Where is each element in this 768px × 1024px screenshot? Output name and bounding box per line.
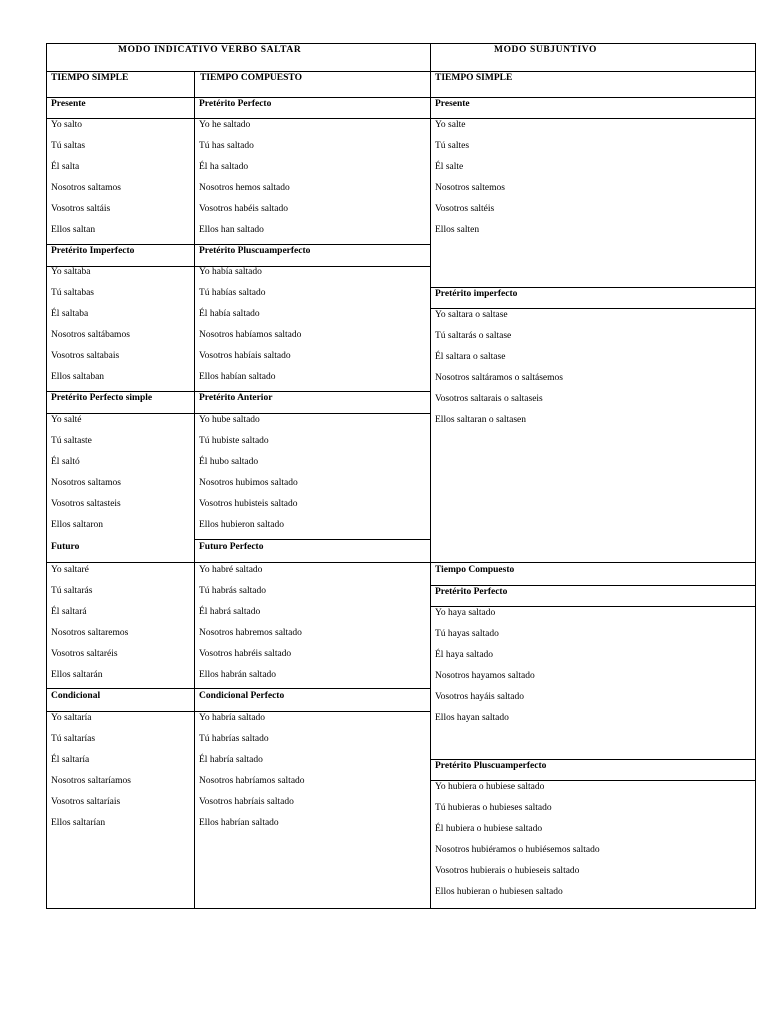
rule-ind-futuro-top: [194, 539, 430, 540]
tense-title-preterito-perfecto-simple: Pretérito Perfecto simple: [51, 393, 153, 403]
header-tiempo-simple-indicativo: TIEMPO SIMPLE: [51, 73, 129, 83]
section-title-sub-tiempo-compuesto: Tiempo Compuesto: [435, 565, 515, 575]
conjugation-line: Tú saltas: [51, 141, 86, 151]
tense-title-futuro-perfecto: Futuro Perfecto: [199, 542, 264, 552]
conjugation-line: Vosotros saltasteis: [51, 499, 121, 509]
tense-title-condicional: Condicional: [51, 691, 101, 701]
conjugation-line: Yo saltara o saltase: [435, 310, 508, 320]
conjugation-line: Tú saltarás o saltase: [435, 331, 512, 341]
conjugation-line: Él saltara o saltase: [435, 352, 506, 362]
conjugation-line: Yo hubiera o hubiese saltado: [435, 782, 545, 792]
conjugation-line: Nosotros hubiéramos o hubiésemos saltado: [435, 845, 600, 855]
rule-ind-condicional-top: [46, 688, 430, 689]
conjugation-line: Yo haya saltado: [435, 608, 496, 618]
conjugation-line: Tú saltaste: [51, 436, 92, 446]
rule-under-presente: [46, 118, 756, 119]
conjugation-line: Él saltaba: [51, 309, 89, 319]
header-tiempo-compuesto-indicativo: TIEMPO COMPUESTO: [200, 73, 302, 83]
conjugation-line: Tú hayas saltado: [435, 629, 499, 639]
conjugation-line: Vosotros hubisteis saltado: [199, 499, 298, 509]
conjugation-line: Ellos han saltado: [199, 225, 264, 235]
conjugation-line: Vosotros saltáis: [51, 204, 111, 214]
tense-title-condicional-perfecto: Condicional Perfecto: [199, 691, 285, 701]
tense-title-sub-preterito-perfecto: Pretérito Perfecto: [435, 587, 508, 597]
conjugation-line: Ellos saltarían: [51, 818, 106, 828]
conjugation-line: Él saltó: [51, 457, 80, 467]
tense-title-futuro: Futuro: [51, 542, 80, 552]
conjugation-line: Ellos habían saltado: [199, 372, 276, 382]
conjugation-line: Vosotros habríais saltado: [199, 797, 294, 807]
conjugation-line: Él salte: [435, 162, 464, 172]
conjugation-line: Tú saltes: [435, 141, 470, 151]
conjugation-line: Ellos saltarán: [51, 670, 103, 680]
conjugation-line: Vosotros saltabais: [51, 351, 120, 361]
conjugation-line: Ellos hayan saltado: [435, 713, 509, 723]
conjugation-line: Tú hubiste saltado: [199, 436, 269, 446]
header-tiempo-simple-subjuntivo: TIEMPO SIMPLE: [435, 73, 513, 83]
conjugation-line: Vosotros habéis saltado: [199, 204, 289, 214]
rule-under-tiempo-headers: [46, 97, 756, 98]
tense-title-sub-preterito-pluscuamperfecto: Pretérito Pluscuamperfecto: [435, 761, 547, 771]
conjugation-line: Tú habías saltado: [199, 288, 266, 298]
conjugation-line: Ellos saltaron: [51, 520, 103, 530]
conjugation-line: Nosotros saltamos: [51, 478, 121, 488]
conjugation-line: Yo saltaba: [51, 267, 91, 277]
conjugation-line: Yo habría saltado: [199, 713, 266, 723]
conjugation-line: Ellos habrían saltado: [199, 818, 279, 828]
conjugation-line: Él salta: [51, 162, 80, 172]
conjugation-line: Vosotros hayáis saltado: [435, 692, 525, 702]
conjugation-line: Yo salte: [435, 120, 466, 130]
conjugation-line: Tú saltarás: [51, 586, 93, 596]
tense-title-sub-presente: Presente: [435, 99, 470, 109]
tense-title-presente: Presente: [51, 99, 86, 109]
tense-title-preterito-pluscuamperfecto: Pretérito Pluscuamperfecto: [199, 246, 311, 256]
tense-title-sub-preterito-imperfecto: Pretérito imperfecto: [435, 289, 518, 299]
conjugation-line: Nosotros saltáramos o saltásemos: [435, 373, 563, 383]
conjugation-line: Vosotros saltéis: [435, 204, 495, 214]
conjugation-line: Ellos habrán saltado: [199, 670, 277, 680]
conjugation-line: Ellos saltaban: [51, 372, 105, 382]
conjugation-line: Ellos saltaran o saltasen: [435, 415, 527, 425]
conjugation-line: Nosotros habremos saltado: [199, 628, 302, 638]
conjugation-line: Yo saltaré: [51, 565, 89, 575]
conjugation-line: Vosotros habíais saltado: [199, 351, 291, 361]
conjugation-line: Ellos hubieron saltado: [199, 520, 284, 530]
conjugation-line: Nosotros hayamos saltado: [435, 671, 535, 681]
conjugation-line: Nosotros saltamos: [51, 183, 121, 193]
conjugation-line: Yo he saltado: [199, 120, 251, 130]
conjugation-line: Tú has saltado: [199, 141, 254, 151]
conjugation-line: Tú saltabas: [51, 288, 95, 298]
divider-indicativo-columns: [194, 71, 195, 909]
conjugation-line: Él saltaría: [51, 755, 90, 765]
conjugation-line: Nosotros habríamos saltado: [199, 776, 305, 786]
conjugation-line: Yo salto: [51, 120, 82, 130]
conjugation-line: Él habría saltado: [199, 755, 263, 765]
conjugation-line: Yo había saltado: [199, 267, 262, 277]
conjugation-line: Tú habrías saltado: [199, 734, 269, 744]
conjugation-line: Yo habré saltado: [199, 565, 263, 575]
conjugation-line: Ellos hubieran o hubiesen saltado: [435, 887, 563, 897]
conjugation-line: Vosotros saltarais o saltaseis: [435, 394, 543, 404]
tense-title-preterito-anterior: Pretérito Anterior: [199, 393, 273, 403]
conjugation-line: Nosotros saltábamos: [51, 330, 130, 340]
tense-title-preterito-perfecto: Pretérito Perfecto: [199, 99, 272, 109]
header-modo-indicativo: MODO INDICATIVO VERBO SALTAR: [118, 45, 302, 55]
conjugation-line: Ellos saltan: [51, 225, 96, 235]
rule-ind-futuro-bottom: [46, 562, 756, 563]
conjugation-line: Yo salté: [51, 415, 82, 425]
conjugation-line: Tú hubieras o hubieses saltado: [435, 803, 552, 813]
conjugation-line: Vosotros habréis saltado: [199, 649, 292, 659]
tense-title-preterito-imperfecto: Pretérito Imperfecto: [51, 246, 135, 256]
conjugation-line: Tú saltarías: [51, 734, 96, 744]
conjugation-line: Él haya saltado: [435, 650, 494, 660]
conjugation-line: Él saltará: [51, 607, 87, 617]
table-border-left: [46, 43, 47, 909]
conjugation-line: Él había saltado: [199, 309, 260, 319]
conjugation-line: Nosotros hubimos saltado: [199, 478, 298, 488]
conjugation-line: Nosotros saltemos: [435, 183, 505, 193]
conjugation-line: Él hubiera o hubiese saltado: [435, 824, 543, 834]
conjugation-line: Tú habrás saltado: [199, 586, 267, 596]
conjugation-line: Él ha saltado: [199, 162, 249, 172]
conjugation-line: Él hubo saltado: [199, 457, 259, 467]
conjugation-line: Yo hube saltado: [199, 415, 260, 425]
conjugation-line: Yo saltaría: [51, 713, 92, 723]
header-modo-subjuntivo: MODO SUBJUNTIVO: [494, 45, 598, 55]
conjugation-line: Vosotros saltaríais: [51, 797, 121, 807]
conjugation-line: Vosotros saltaréis: [51, 649, 118, 659]
conjugation-line: Él habrá saltado: [199, 607, 261, 617]
table-border-bottom: [46, 908, 756, 909]
conjugation-line: Nosotros saltaremos: [51, 628, 129, 638]
conjugation-line: Ellos salten: [435, 225, 480, 235]
conjugation-line: Nosotros habíamos saltado: [199, 330, 302, 340]
rule-under-mode-headers: [46, 71, 756, 72]
conjugation-line: Nosotros saltaríamos: [51, 776, 131, 786]
conjugation-line: Nosotros hemos saltado: [199, 183, 290, 193]
conjugation-line: Vosotros hubierais o hubieseis saltado: [435, 866, 580, 876]
